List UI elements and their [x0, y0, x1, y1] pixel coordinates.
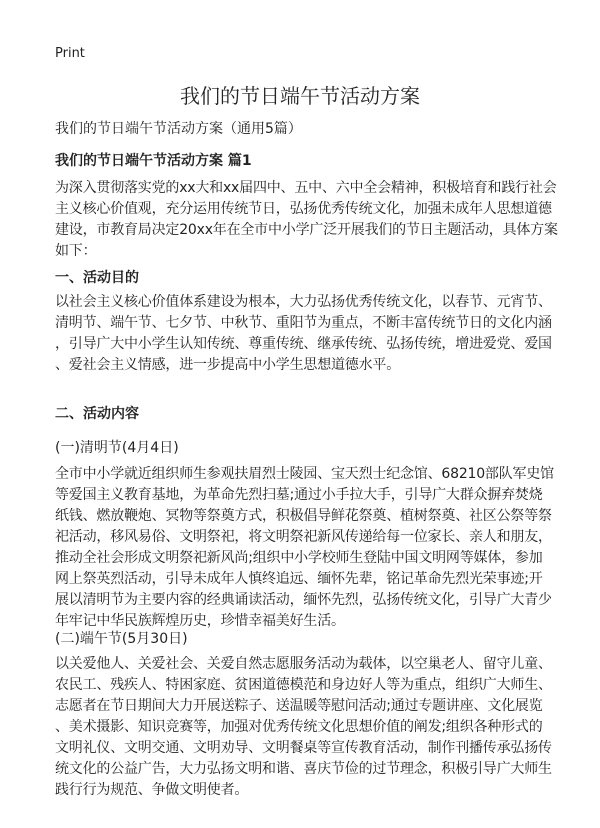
text-line: 统文化的公益广告，大力弘扬文明和谐、喜庆节俭的过节理念，积极引导广大师生 [55, 761, 552, 777]
text-line: 年牢记中华民族辉煌历史，珍惜幸福美好生活。 [55, 613, 345, 629]
text-line: 清明节、端午节、七夕节、中秋节、重阳节为重点，不断丰富传统节日的文化内涵 [55, 315, 552, 331]
text-line: ，引导广大中小学生认知传统、尊重传统、继承传统、弘扬传统，增进爱党、爱国 [55, 336, 552, 352]
text-line: 志愿者在节日期间大力开展送粽子、送温暖等慰问活动;通过专题讲座、文化展览 [55, 698, 543, 714]
heading-purpose: 一、活动目的 [55, 270, 139, 286]
page-title: 我们的节日端午节活动方案 [180, 84, 420, 108]
text-line: 主义核心价值观，充分运用传统节日，弘扬优秀传统文化，加强未成年人思想道德 [55, 201, 552, 217]
text-line: 建设，市教育局决定20xx年在全市中小学广泛开展我们的节日主题活动，具体方案 [55, 222, 558, 238]
intro-paragraph [55, 178, 560, 262]
text-line: 网上祭英烈活动，引导未成年人慎终追远、缅怀先辈，铭记革命先烈光荣事迹;开 [55, 571, 543, 587]
text-line: 以关爱他人、关爱社会、关爱自然志愿服务活动为载体，以空巢老人、留守儿童、 [55, 656, 552, 672]
text-line: 文明礼仪、文明交通、文明劝导、文明餐桌等宣传教育活动，制作刊播传承弘扬传 [55, 740, 552, 756]
qingming-paragraph [55, 464, 560, 632]
qingming-label: (一)清明节(4月4日) [55, 440, 179, 456]
text-line: 、美术摄影、知识竞赛等，加强对优秀传统文化思想价值的阐发;组织各种形式的 [55, 719, 543, 735]
text-line: 纸钱、燃放鞭炮、冥物等祭奠方式，积极倡导鲜花祭奠、植树祭奠、社区公祭等祭 [55, 508, 552, 524]
heading-content: 二、活动内容 [55, 406, 139, 422]
subtitle: 我们的节日端午节活动方案（通用5篇） [55, 121, 302, 137]
text-line: 、爱社会主义情感，进一步提高中小学生思想道德水平。 [55, 357, 400, 373]
text-line: 以社会主义核心价值体系建设为根本，大力弘扬优秀传统文化，以春节、元宵节、 [55, 294, 552, 310]
section-heading: 我们的节日端午节活动方案 篇1 [55, 153, 252, 169]
text-line: 展以清明节为主要内容的经典诵读活动，缅怀先烈，弘扬传统文化，引导广大青少 [55, 592, 552, 608]
text-line: 农民工、残疾人、特困家庭、贫困道德模范和身边好人等为重点，组织广大师生、 [55, 677, 552, 693]
text-line: 推动全社会形成文明祭祀新风尚;组织中小学校师生登陆中国文明网等媒体，参加 [55, 550, 543, 566]
text-line: 如下： [55, 243, 97, 259]
text-line: 等爱国主义教育基地，为革命先烈扫墓;通过小手拉大手，引导广大群众摒弃焚烧 [55, 487, 543, 503]
text-line: 全市中小学就近组织师生参观扶眉烈士陵园、宝天烈士纪念馆、68210部队军史馆 [55, 466, 554, 482]
duanwu-paragraph [55, 654, 560, 801]
purpose-paragraph [55, 292, 560, 376]
print-link[interactable]: Print [55, 46, 85, 61]
duanwu-label: (二)端午节(5月30日) [55, 631, 188, 647]
text-line: 践行行为规范、争做文明使者。 [55, 782, 249, 798]
text-line: 为深入贯彻落实党的xx大和xx届四中、五中、六中全会精神，积极培育和践行社会 [55, 180, 557, 196]
text-line: 祀活动，移风易俗、文明祭祀，将文明祭祀新风传递给每一位家长、亲人和朋友， [55, 529, 552, 545]
